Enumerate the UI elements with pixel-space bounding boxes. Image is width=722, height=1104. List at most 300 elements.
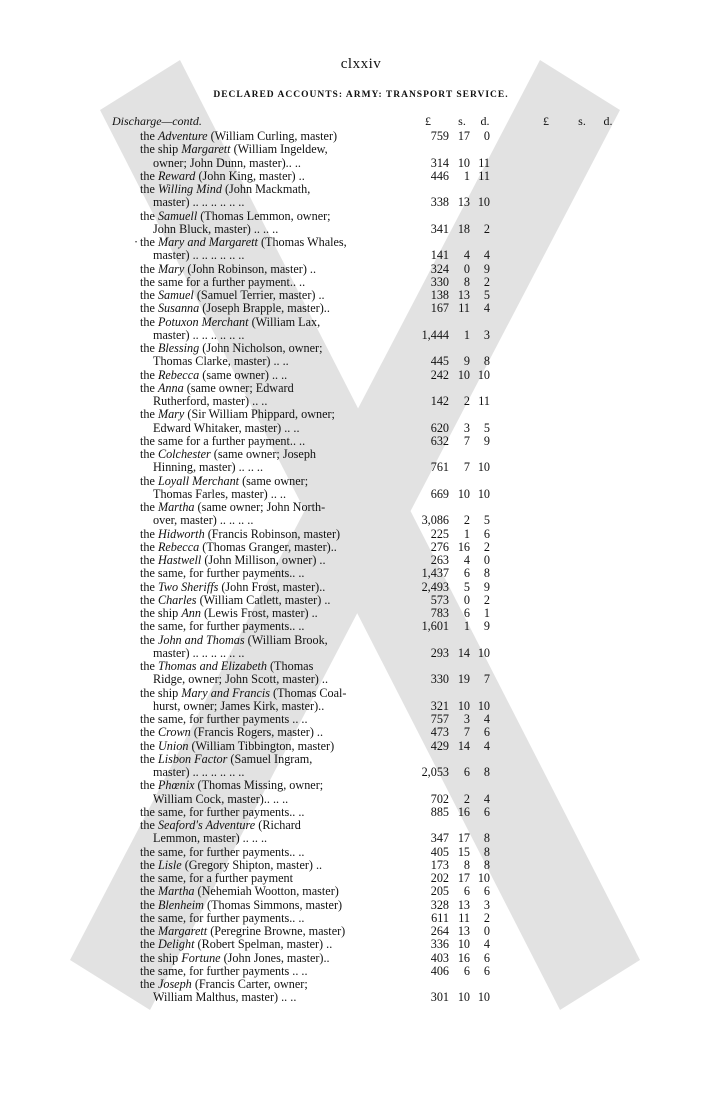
entry-text: the John and Thomas (William Brook,: [140, 632, 328, 647]
shillings-value: 3: [463, 712, 470, 726]
entry-text: the Thomas and Elizabeth (Thomas: [140, 659, 314, 673]
entry-text: the ship Margarett (William Ingeldew,: [140, 142, 328, 157]
pounds-value: 473: [430, 725, 449, 740]
entry-line: [0, 475, 722, 488]
shillings-value: 3: [463, 420, 470, 435]
entry-line: [0, 581, 722, 594]
pence-value: 2: [483, 910, 490, 925]
entry-line: [0, 395, 722, 408]
ship-name: Margarett: [157, 924, 208, 938]
pence-value: 8: [483, 354, 490, 369]
shillings-value: 10: [457, 698, 470, 713]
entry-line: [0, 263, 722, 276]
shillings-value: 18: [457, 221, 470, 236]
entry-text: the Adventure (William Curling, master): [140, 129, 338, 143]
shillings-value: 4: [463, 553, 470, 567]
entry-line: [0, 170, 722, 183]
pence-value: 0: [483, 553, 490, 567]
pence-value: 4: [483, 791, 490, 806]
pounds-value: 242: [430, 367, 449, 382]
shillings-value: 2: [463, 394, 470, 408]
entry-text: the Martha (same owner; John North-: [140, 500, 326, 514]
shillings-value: 19: [457, 672, 470, 687]
entry-text: the Potuxon Merchant (William Lax,: [140, 314, 321, 329]
shillings-value: 2: [463, 513, 470, 528]
entry-text: the Delight (Robert Spelman, master) ..: [140, 937, 333, 952]
entry-line: [0, 687, 722, 700]
shillings-value: 6: [463, 606, 470, 620]
entry-line: [0, 329, 722, 342]
entry-text: master) .. .. .. .. .. ..: [153, 248, 245, 263]
pounds-value: 328: [430, 897, 449, 912]
pence-value: 8: [483, 831, 490, 846]
pounds-value: 324: [430, 261, 449, 276]
ship-name: Adventure: [157, 129, 208, 143]
entry-text: William Cock, master).. .. ..: [153, 791, 289, 806]
entry-line: [0, 766, 722, 779]
pounds-value: 2,493: [421, 579, 449, 594]
entry-line: [0, 514, 722, 527]
entry-text: the Rebecca (same owner) .. ..: [140, 367, 288, 382]
ship-name: Potuxon Merchant: [157, 314, 249, 329]
ship-name: Mary: [157, 407, 185, 422]
entry-text: Rutherford, master) .. ..: [153, 394, 268, 408]
shillings-value: 6: [463, 963, 470, 978]
entry-text: the ship Ann (Lewis Frost, master) ..: [140, 606, 318, 620]
pounds-value: 142: [430, 394, 449, 408]
entry-text: the Anna (same owner; Edward: [140, 380, 294, 395]
entry-text: the Union (William Tibbington, master): [140, 738, 335, 753]
ship-name: Union: [157, 738, 189, 753]
entry-text: master) .. .. .. .. .. ..: [153, 195, 245, 210]
shillings-value: 10: [457, 367, 470, 382]
entry-line: [0, 448, 722, 461]
pounds-value: 429: [430, 738, 449, 753]
entry-text: the Hidworth (Francis Robinson, master): [140, 526, 341, 541]
entry-line: [0, 793, 722, 806]
shillings-value: 13: [457, 897, 470, 912]
pounds-value: 301: [430, 990, 449, 1005]
shillings-value: 8: [463, 274, 470, 289]
shillings-value: 1: [463, 526, 470, 541]
entry-text: hurst, owner; James Kirk, master)..: [153, 698, 325, 713]
pence-value: 10: [477, 990, 490, 1005]
entry-line: [0, 832, 722, 845]
entry-text: the Mary (Sir William Phippard, owner;: [140, 407, 335, 422]
pounds-value: 446: [430, 168, 449, 183]
entry-line: [0, 806, 722, 819]
ship-name: Mary: [157, 261, 185, 276]
pence-value: 11: [478, 168, 490, 183]
pence-value: 8: [483, 566, 490, 581]
ship-name: Crown: [157, 725, 191, 740]
ship-name: Colchester: [157, 447, 211, 461]
ship-name: Lisbon Factor: [157, 751, 228, 766]
pounds-value: 225: [430, 526, 449, 541]
pence-value: 10: [477, 486, 490, 501]
shillings-value: 7: [463, 433, 470, 448]
shillings-value: 11: [458, 910, 470, 925]
pence-value: 4: [483, 738, 490, 753]
entry-line: [0, 196, 722, 209]
entry-line: [0, 673, 722, 686]
ship-name: Rebecca: [157, 539, 200, 554]
ship-name: Two Sheriffs: [157, 579, 219, 594]
shillings-value: 16: [457, 539, 470, 554]
entry-line: [0, 912, 722, 925]
entry-text: the Crown (Francis Rogers, master) ..: [140, 725, 324, 740]
section-label: Discharge—contd.: [112, 114, 202, 128]
ship-name: Samuell: [157, 208, 198, 223]
pounds-value: 347: [430, 831, 449, 846]
entry-text: the same for a further payment.. ..: [140, 274, 306, 289]
entry-text: the Charles (William Catlett, master) ..: [140, 592, 331, 607]
pence-value: 10: [477, 367, 490, 382]
pounds-value: 336: [430, 937, 449, 952]
entry-line: [0, 846, 722, 859]
shillings-value: 1: [463, 619, 470, 634]
pounds-value: 330: [430, 672, 449, 687]
entry-line: [0, 289, 722, 302]
shillings-value: 10: [457, 990, 470, 1005]
shillings-value: 9: [463, 354, 470, 369]
entry-line: [0, 316, 722, 329]
ship-name: John and Thomas: [157, 632, 245, 647]
pence-value: 2: [483, 539, 490, 554]
entry-text: the same for a further payment.. ..: [140, 433, 306, 448]
shillings-value: 16: [457, 950, 470, 965]
ship-name: Mary and Margarett: [157, 235, 258, 249]
pounds-value: 330: [430, 274, 449, 289]
pounds-value: 1,437: [421, 566, 449, 581]
ship-name: Samuel: [157, 288, 194, 302]
shillings-value: 6: [463, 884, 470, 899]
shillings-value: 1: [463, 327, 470, 342]
pounds-value: 702: [430, 791, 449, 806]
entry-text: master) .. .. .. .. .. ..: [153, 645, 245, 660]
entry-line: [0, 183, 722, 196]
pence-value: 9: [483, 261, 490, 276]
shillings-value: 13: [457, 288, 470, 302]
pence-value: 8: [483, 765, 490, 779]
entry-text: Hinning, master) .. .. ..: [153, 460, 264, 475]
pounds-value: 757: [430, 712, 449, 726]
pounds-value: 167: [430, 301, 449, 316]
entry-text: the Colchester (same owner; Joseph: [140, 447, 317, 461]
shillings-value: 5: [463, 579, 470, 594]
entry-line: [0, 859, 722, 872]
entry-text: John Bluck, master) .. .. ..: [153, 221, 279, 236]
entry-line: [0, 130, 722, 143]
shillings-value: 17: [457, 831, 470, 846]
entry-text: the Hastwell (John Millison, owner) ..: [140, 553, 326, 567]
entry-line: [0, 952, 722, 965]
pounds-column-header: £: [425, 114, 431, 128]
entry-line: [0, 872, 722, 885]
entry-line: [0, 700, 722, 713]
shillings-value: 2: [463, 791, 470, 806]
pence-value: 6: [483, 950, 490, 965]
pence-value: 0: [483, 129, 490, 143]
pounds-column-header-2: £: [543, 114, 549, 128]
shillings-value: 13: [457, 195, 470, 210]
entry-text: the Rebecca (Thomas Granger, master)..: [140, 539, 337, 554]
entry-text: the same, for further payments.. ..: [140, 804, 305, 819]
pounds-value: 573: [430, 592, 449, 607]
pence-value: 10: [477, 871, 490, 885]
page-number: clxxiv: [340, 56, 382, 72]
entry-line: [0, 223, 722, 236]
entry-line: [0, 236, 722, 249]
pounds-value: 293: [430, 645, 449, 660]
ship-name: Delight: [157, 937, 195, 952]
entry-text: the Loyall Merchant (same owner;: [140, 473, 309, 488]
ship-name: Susanna: [157, 301, 200, 316]
ship-name: Hidworth: [157, 526, 205, 541]
pence-value: 9: [483, 619, 490, 634]
pence-value: 8: [483, 857, 490, 872]
pence-value: 4: [483, 248, 490, 263]
entry-text: master) .. .. .. .. .. ..: [153, 327, 245, 342]
ship-name: Martha: [157, 884, 195, 899]
pence-value: 9: [483, 433, 490, 448]
entry-line: [0, 369, 722, 382]
entry-line: [0, 634, 722, 647]
entry-text: the Susanna (Joseph Brapple, master)..: [140, 301, 330, 316]
pence-value: 3: [483, 327, 490, 342]
entry-line: [0, 991, 722, 1004]
ship-name: Ann: [181, 606, 201, 620]
entry-line: [0, 713, 722, 726]
entry-line: [0, 408, 722, 421]
entry-line: [0, 382, 722, 395]
entry-text: the Margarett (Peregrine Browne, master): [140, 924, 346, 938]
entry-text: the Seaford's Adventure (Richard: [140, 818, 301, 832]
pence-column-header-2: d.: [603, 114, 613, 128]
pence-value: 10: [477, 460, 490, 475]
pence-value: 4: [483, 301, 490, 316]
ship-name: Seaford's Adventure: [157, 818, 256, 832]
entry-line: [0, 938, 722, 951]
entry-text: the same, for a further payment: [140, 871, 293, 885]
entry-text: the Lisle (Gregory Shipton, master) ..: [140, 857, 323, 872]
ship-name: Mary and Francis: [181, 685, 270, 700]
ship-name: Fortune: [181, 950, 221, 965]
pounds-value: 761: [430, 460, 449, 475]
entry-line: [0, 302, 722, 315]
ship-name: Martha: [157, 500, 195, 514]
entry-line: [0, 157, 722, 170]
pounds-value: 759: [430, 129, 449, 143]
entry-text: the Phœnix (Thomas Missing, owner;: [140, 778, 324, 793]
shillings-value: 17: [457, 871, 470, 885]
entry-line: [0, 501, 722, 514]
entry-line: [0, 249, 722, 262]
pounds-value: 141: [430, 248, 449, 263]
entry-line: [0, 342, 722, 355]
entry-line: [0, 620, 722, 633]
pence-value: 9: [483, 579, 490, 594]
entry-line: [0, 978, 722, 991]
pence-value: 10: [477, 698, 490, 713]
column-header-row: [0, 114, 722, 128]
pence-value: 6: [483, 963, 490, 978]
entry-line: [0, 554, 722, 567]
entry-line: [0, 819, 722, 832]
pounds-value: 138: [430, 288, 449, 302]
shillings-value: 11: [458, 301, 470, 316]
pounds-value: 403: [430, 950, 449, 965]
entry-line: [0, 461, 722, 474]
pounds-value: 276: [430, 539, 449, 554]
entry-line: [0, 779, 722, 792]
pence-value: 1: [483, 606, 490, 620]
shillings-column-header: s.: [458, 114, 466, 128]
entry-text: over, master) .. .. .. ..: [153, 513, 254, 528]
entry-text: · the Mary and Margarett (Thomas Whales,: [140, 236, 347, 249]
entry-text: the same, for further payments.. ..: [140, 619, 305, 634]
pence-value: 5: [483, 513, 490, 528]
ship-name: Reward: [157, 168, 196, 183]
ship-name: Loyall Merchant: [157, 473, 240, 488]
pence-value: 0: [483, 924, 490, 938]
pence-value: 6: [483, 804, 490, 819]
entry-line: [0, 210, 722, 223]
pounds-value: 264: [430, 924, 449, 938]
entry-line: [0, 435, 722, 448]
entry-line: [0, 355, 722, 368]
entry-line: [0, 660, 722, 673]
entry-text: the Two Sheriffs (John Frost, master)..: [140, 579, 326, 594]
entry-line: [0, 422, 722, 435]
pounds-value: 445: [430, 354, 449, 369]
entry-text: the Reward (John King, master) ..: [140, 168, 305, 183]
pounds-value: 783: [430, 606, 449, 620]
pence-value: 2: [483, 221, 490, 236]
entry-line: [0, 541, 722, 554]
shillings-value: 4: [463, 248, 470, 263]
pounds-value: 406: [430, 963, 449, 978]
pence-value: 11: [478, 394, 490, 408]
pence-value: 6: [483, 884, 490, 899]
pence-value: 7: [483, 672, 490, 687]
ship-name: Charles: [157, 592, 197, 607]
pounds-value: 263: [430, 553, 449, 567]
pounds-value: 405: [430, 844, 449, 859]
pounds-value: 321: [430, 698, 449, 713]
pounds-value: 1,601: [421, 619, 449, 634]
pence-column-header: d.: [480, 114, 490, 128]
pounds-value: 341: [430, 221, 449, 236]
ship-name: Rebecca: [157, 367, 200, 382]
pence-value: 11: [478, 155, 490, 170]
entry-line: [0, 607, 722, 620]
entry-text: the Blenheim (Thomas Simmons, master): [140, 897, 343, 912]
entry-line: [0, 276, 722, 289]
pounds-value: 885: [430, 804, 449, 819]
pounds-value: 314: [430, 155, 449, 170]
shillings-column-header-2: s.: [578, 114, 586, 128]
entry-text: the same, for further payments .. ..: [140, 712, 308, 726]
entry-line: [0, 528, 722, 541]
pence-value: 5: [483, 288, 490, 302]
entry-line: [0, 726, 722, 739]
pounds-value: 338: [430, 195, 449, 210]
shillings-value: 7: [463, 725, 470, 740]
pence-value: 4: [483, 712, 490, 726]
shillings-value: 6: [463, 765, 470, 779]
ship-name: Anna: [157, 380, 184, 395]
pounds-value: 3,086: [421, 513, 449, 528]
pence-value: 6: [483, 526, 490, 541]
shillings-value: 8: [463, 857, 470, 872]
shillings-value: 13: [457, 924, 470, 938]
entry-text: the Blessing (John Nicholson, owner;: [140, 341, 323, 355]
entry-line: [0, 885, 722, 898]
ship-name: Margarett: [181, 142, 231, 157]
pounds-value: 611: [431, 910, 449, 925]
shillings-value: 15: [457, 844, 470, 859]
entry-text: Ridge, owner; John Scott, master) ..: [153, 672, 328, 687]
entry-text: the same, for further payments.. ..: [140, 844, 305, 859]
entry-line: [0, 753, 722, 766]
pence-value: 10: [477, 195, 490, 210]
pence-value: 8: [483, 844, 490, 859]
entry-text: the ship Fortune (John Jones, master)..: [140, 950, 330, 965]
pence-value: 6: [483, 725, 490, 740]
pounds-value: 632: [430, 433, 449, 448]
entry-text: the Samuel (Samuel Terrier, master) ..: [140, 288, 325, 302]
entry-text: Lemmon, master) .. .. ..: [153, 831, 268, 846]
pounds-value: 669: [430, 486, 449, 501]
pence-value: 10: [477, 645, 490, 660]
ship-name: Thomas and Elizabeth: [157, 659, 267, 673]
entry-text: the Martha (Nehemiah Wootton, master): [140, 884, 339, 899]
entry-line: [0, 594, 722, 607]
entry-line: [0, 740, 722, 753]
entry-text: Thomas Farles, master) .. ..: [153, 486, 287, 501]
shillings-value: 10: [457, 486, 470, 501]
shillings-value: 7: [463, 460, 470, 475]
pence-value: 5: [483, 420, 490, 435]
entry-text: the Joseph (Francis Carter, owner;: [140, 977, 308, 991]
shillings-value: 0: [463, 592, 470, 607]
entry-text: the same, for further payments.. ..: [140, 910, 305, 925]
ship-name: Phœnix: [157, 778, 195, 793]
ship-name: Willing Mind: [157, 182, 222, 196]
entry-text: Thomas Clarke, master) .. ..: [153, 354, 289, 369]
ship-name: Blenheim: [157, 897, 204, 912]
pence-value: 2: [483, 592, 490, 607]
ship-name: Blessing: [157, 341, 200, 355]
pounds-value: 173: [430, 857, 449, 872]
entry-text: the Willing Mind (John Mackmath,: [140, 182, 311, 196]
shillings-value: 6: [463, 566, 470, 581]
shillings-value: 16: [457, 804, 470, 819]
entry-line: [0, 925, 722, 938]
shillings-value: 1: [463, 168, 470, 183]
entry-text: Edward Whitaker, master) .. ..: [153, 420, 300, 435]
entry-line: [0, 567, 722, 580]
entry-text: master) .. .. .. .. .. ..: [153, 765, 245, 779]
pence-value: 3: [483, 897, 490, 912]
shillings-value: 10: [457, 937, 470, 952]
entry-line: [0, 143, 722, 156]
entry-text: the ship Mary and Francis (Thomas Coal-: [140, 685, 347, 700]
entry-line: [0, 647, 722, 660]
shillings-value: 14: [457, 738, 470, 753]
pounds-value: 620: [430, 420, 449, 435]
